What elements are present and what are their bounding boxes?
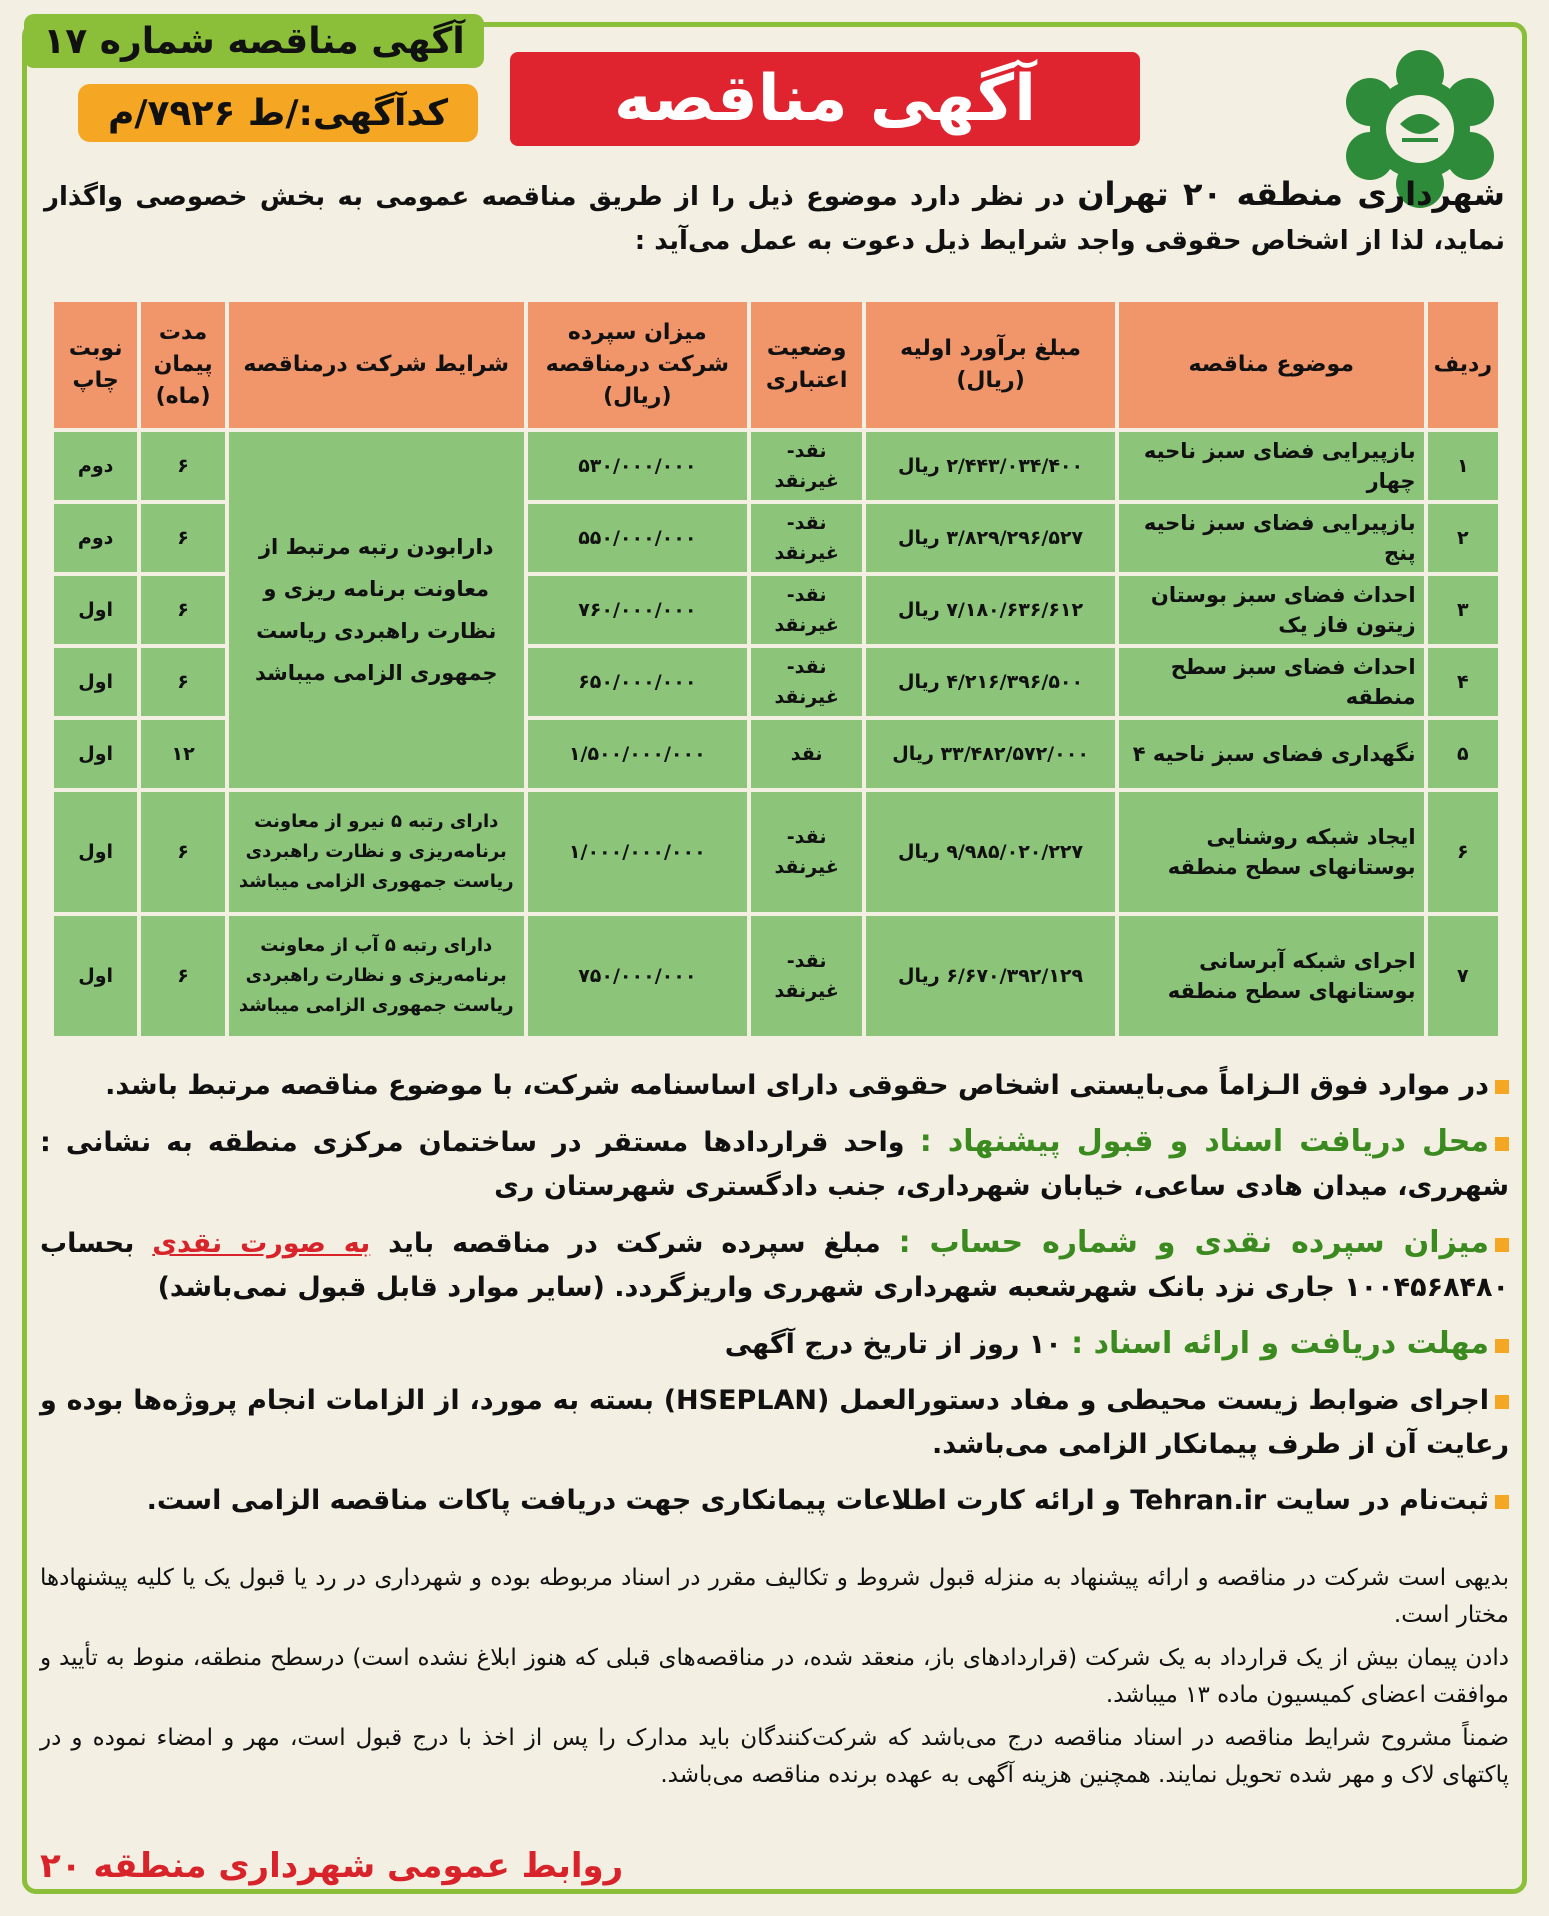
bullet-text: مبلغ سپرده شرکت در مناقصه باید	[388, 1228, 881, 1259]
bullet-square-icon	[1495, 1238, 1509, 1252]
bullet-item	[40, 1379, 1509, 1467]
row-subject: بازپیرایی فضای سبز ناحیه پنج	[1119, 504, 1424, 572]
bullet-item	[40, 1322, 1509, 1367]
organization-name: شهرداری منطقه ۲۰ تهران	[1077, 175, 1506, 213]
col-credit: وضعیت اعتباری	[751, 302, 862, 428]
row-number: ۵	[1428, 720, 1498, 788]
row-subject: اجرای شبکه آبرسانی بوستانهای سطح منطقه	[1119, 916, 1424, 1036]
row-estimate: ۹/۹۸۵/۰۲۰/۲۲۷ ریال	[866, 792, 1115, 912]
row-number: ۶	[1428, 792, 1498, 912]
table-header-row	[54, 302, 1498, 428]
bullet-text: در موارد فوق الـزاماً می‌بایستی اشخاص حقوقی دارای اساسنامه شرکت، با موضوع مناقصه مرتبط باشد.	[105, 1070, 1489, 1101]
col-estimate: مبلغ برآورد اولیه (ریال)	[866, 302, 1115, 428]
terms-paragraphs	[40, 1560, 1509, 1800]
bullet-lead: محل دریافت اسناد و قبول پیشنهاد :	[919, 1124, 1489, 1159]
table-row	[54, 916, 1498, 1036]
intro-text	[44, 172, 1505, 263]
row-credit: نقد	[751, 720, 862, 788]
row-credit: نقد- غیرنقد	[751, 916, 862, 1036]
bullet-lead: میزان سپرده نقدی و شماره حساب :	[898, 1225, 1489, 1260]
bullet-text: ثبت‌نام در سایت Tehran.ir و ارائه کارت اطلاعات پیمانکاری جهت دریافت پاکات مناقصه الزامی است.	[146, 1485, 1489, 1516]
notice-number-badge: آگهی مناقصه شماره ۱۷	[24, 14, 484, 68]
row-credit: نقد- غیرنقد	[751, 432, 862, 500]
row-print: اول	[54, 576, 137, 644]
row-subject: ایجاد شبکه روشنایی بوستانهای سطح منطقه	[1119, 792, 1424, 912]
row-estimate: ۴/۲۱۶/۳۹۶/۵۰۰ ریال	[866, 648, 1115, 716]
bullet-text: اجرای ضوابط زیست محیطی و مفاد دستورالعمل (HSEPLAN) بسته به مورد، از الزامات انجام پروژه‌ها بوده و رعایت آن از طرف پیمانکار الزامی می‌باشد.	[40, 1385, 1509, 1460]
table-row	[54, 792, 1498, 912]
row-conditions: دارای رتبه ۵ نیرو از معاونت برنامه‌ریزی و نظارت راهبردی ریاست جمهوری الزامی میباشد	[229, 792, 524, 912]
row-credit: نقد- غیرنقد	[751, 504, 862, 572]
row-print: دوم	[54, 504, 137, 572]
row-estimate: ۷/۱۸۰/۶۳۶/۶۱۲ ریال	[866, 576, 1115, 644]
bullet-item	[40, 1064, 1509, 1108]
row-duration: ۶	[141, 648, 224, 716]
row-print: اول	[54, 916, 137, 1036]
bullet-square-icon	[1495, 1339, 1509, 1353]
row-deposit: ۵۵۰/۰۰۰/۰۰۰	[528, 504, 747, 572]
row-estimate: ۳۳/۴۸۲/۵۷۲/۰۰۰ ریال	[866, 720, 1115, 788]
row-estimate: ۶/۶۷۰/۳۹۲/۱۲۹ ریال	[866, 916, 1115, 1036]
public-relations-signature: روابط عمومی شهرداری منطقه ۲۰	[40, 1846, 624, 1886]
row-deposit: ۷۶۰/۰۰۰/۰۰۰	[528, 576, 747, 644]
terms-paragraph: ضمناً مشروح شرایط مناقصه در اسناد مناقصه درج می‌باشد که شرکت‌کنندگان باید مدارک را پس از اخذ با درج قبول است، مهر و امضاء نموده و در پاکتهای لاک و مهر شده تحویل نمایند. همچنین هزینه آگهی به عهده برنده مناقصه می‌باشد.	[40, 1725, 1509, 1788]
bullet-square-icon	[1495, 1395, 1509, 1409]
row-print: اول	[54, 792, 137, 912]
row-credit: نقد- غیرنقد	[751, 792, 862, 912]
tender-table	[50, 298, 1502, 1040]
row-deposit: ۶۵۰/۰۰۰/۰۰۰	[528, 648, 747, 716]
row-duration: ۶	[141, 916, 224, 1036]
col-duration: مدت پیمان (ماه)	[141, 302, 224, 428]
bullet-text: واحد قراردادها مستقر در ساختمان مرکزی منطقه به نشانی : شهرری، میدان هادی ساعی، خیابان شهرداری، جنب دادگستری شهرستان ری	[40, 1127, 1509, 1202]
row-number: ۷	[1428, 916, 1498, 1036]
row-deposit: ۵۳۰/۰۰۰/۰۰۰	[528, 432, 747, 500]
row-conditions-common: دارابودن رتبه مرتبط از معاونت برنامه ریزی و نظارت راهبردی ریاست جمهوری الزامی میباشد	[229, 432, 524, 788]
bullet-text: بحساب ۱۰۰۴۵۶۸۴۸۰ جاری نزد بانک شهرشعبه شهرداری شهرری واریزگردد. (سایر موارد قابل قبول نمی‌باشد)	[40, 1228, 1509, 1303]
row-number: ۳	[1428, 576, 1498, 644]
bullet-square-icon	[1495, 1495, 1509, 1509]
row-number: ۴	[1428, 648, 1498, 716]
row-print: اول	[54, 720, 137, 788]
row-print: دوم	[54, 432, 137, 500]
row-number: ۲	[1428, 504, 1498, 572]
row-credit: نقد- غیرنقد	[751, 648, 862, 716]
row-conditions: دارای رتبه ۵ آب از معاونت برنامه‌ریزی و نظارت راهبردی ریاست جمهوری الزامی میباشد	[229, 916, 524, 1036]
row-duration: ۶	[141, 792, 224, 912]
bullet-square-icon	[1495, 1080, 1509, 1094]
terms-paragraph: بدیهی است شرکت در مناقصه و ارائه پیشنهاد به منزله قبول شروط و تکالیف مقرر در اسناد مربوطه بوده و شهرداری در رد یا قبول یک یا کلیه پیشنهادها مختار است.	[40, 1565, 1509, 1628]
row-estimate: ۳/۸۲۹/۲۹۶/۵۲۷ ریال	[866, 504, 1115, 572]
row-duration: ۶	[141, 432, 224, 500]
row-number: ۱	[1428, 432, 1498, 500]
row-duration: ۱۲	[141, 720, 224, 788]
row-subject: بازپیرایی فضای سبز ناحیه چهار	[1119, 432, 1424, 500]
bullet-item	[40, 1120, 1509, 1209]
bullet-lead: مهلت دریافت و ارائه اسناد :	[1071, 1326, 1489, 1361]
row-print: اول	[54, 648, 137, 716]
row-deposit: ۷۵۰/۰۰۰/۰۰۰	[528, 916, 747, 1036]
col-deposit: میزان سپرده شرکت درمناقصه (ریال)	[528, 302, 747, 428]
row-duration: ۶	[141, 576, 224, 644]
col-print: نوبت چاپ	[54, 302, 137, 428]
col-row: ردیف	[1428, 302, 1498, 428]
intro-body: در نظر دارد موضوع ذیل را از طریق مناقصه عمومی به بخش خصوصی واگذار نماید، لذا از اشخاص حقوقی واجد شرایط ذیل دعوت به عمل می‌آید :	[44, 182, 1505, 256]
row-deposit: ۱/۵۰۰/۰۰۰/۰۰۰	[528, 720, 747, 788]
row-subject: نگهداری فضای سبز ناحیه ۴	[1119, 720, 1424, 788]
notice-title: آگهی مناقصه	[510, 52, 1140, 146]
row-credit: نقد- غیرنقد	[751, 576, 862, 644]
col-conditions: شرایط شرکت درمناقصه	[229, 302, 524, 428]
row-deposit: ۱/۰۰۰/۰۰۰/۰۰۰	[528, 792, 747, 912]
cash-highlight: به صورت نقدی	[152, 1228, 371, 1259]
row-estimate: ۲/۴۴۳/۰۳۴/۴۰۰ ریال	[866, 432, 1115, 500]
bullet-text: ۱۰ روز از تاریخ درج آگهی	[724, 1329, 1062, 1360]
table-row	[54, 432, 1498, 500]
row-subject: احداث فضای سبز بوستان زیتون فاز یک	[1119, 576, 1424, 644]
notice-code-badge: کدآگهی:/ط ۷۹۲۶/م	[78, 84, 478, 142]
bullet-square-icon	[1495, 1137, 1509, 1151]
conditions-list	[40, 1064, 1509, 1535]
row-subject: احداث فضای سبز سطح منطقه	[1119, 648, 1424, 716]
col-subject: موضوع مناقصه	[1119, 302, 1424, 428]
terms-paragraph: دادن پیمان بیش از یک قرارداد به یک شرکت (قراردادهای باز، منعقد شده، در مناقصه‌های قبلی که هنوز ابلاغ نشده است) درسطح منطقه، منوط به تأیید و موافقت اعضای کمیسیون ماده ۱۳ میباشد.	[40, 1645, 1509, 1708]
bullet-item	[40, 1221, 1509, 1310]
bullet-item	[40, 1479, 1509, 1523]
row-duration: ۶	[141, 504, 224, 572]
